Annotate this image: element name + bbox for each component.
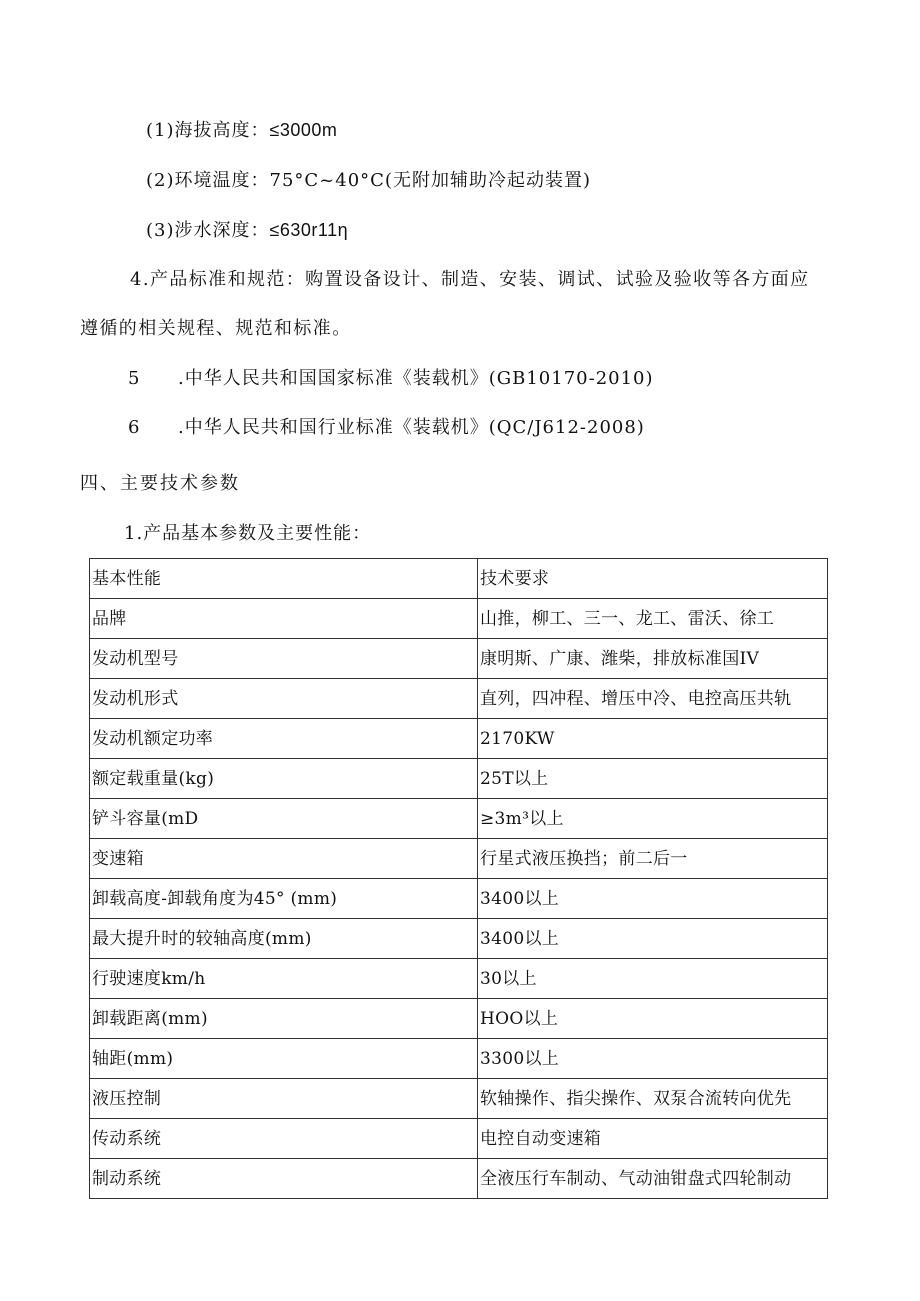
table-cell-property: 发动机型号 [90,639,478,679]
table-cell-requirement: 3400以上 [478,919,828,959]
table-cell-requirement: 25T以上 [478,759,828,799]
spec-table [89,558,828,1199]
table-cell-requirement: 2170KW [478,719,828,759]
table-row [90,1159,828,1199]
table-row [90,999,828,1039]
table-cell-requirement: ≥3m³以上 [478,799,828,839]
table-row [90,599,828,639]
condition-altitude [146,118,337,143]
standards-paragraph-line1: 4.产品标准和规范：购置设备设计、制造、安装、调试、试验及验收等各方面应 [130,269,810,290]
table-cell-requirement: 3300以上 [478,1039,828,1079]
table-cell-requirement: 30以上 [478,959,828,999]
condition-label: (2)环境温度： [146,170,270,191]
condition-value: 75°C~40°C(无附加辅助冷起动装置) [269,170,591,191]
table-row [90,679,828,719]
table-cell-requirement: HOO以上 [478,999,828,1039]
table-cell-requirement: 行星式液压换挡；前二后一 [478,839,828,879]
table-cell-property: 传动系统 [90,1119,478,1159]
table-cell-requirement: 全液压行车制动、气动油钳盘式四轮制动 [478,1159,828,1199]
table-row [90,1079,828,1119]
table-cell-requirement: 康明斯、广康、潍柴，排放标准国IV [478,639,828,679]
table-header-row [90,559,828,599]
table-cell-property: 行驶速度km/h [90,959,478,999]
table-cell-property: 液压控制 [90,1079,478,1119]
condition-value: ≤3000m [269,120,338,140]
table-cell-requirement: 电控自动变速箱 [478,1119,828,1159]
standard-national: .中华人民共和国国家标准《装载机》(GB10170-2010) [178,368,654,389]
table-row [90,919,828,959]
table-row [90,799,828,839]
standards-paragraph-line2: 遵循的相关规程、规范和标准。 [80,318,352,339]
table-cell-property: 品牌 [90,599,478,639]
table-row [90,1039,828,1079]
table-row [90,639,828,679]
table-row [90,959,828,999]
standard-industry-num: 6 [128,417,141,438]
table-cell-requirement: 直列，四冲程、增压中冷、电控高压共轨 [478,679,828,719]
table-header-cell: 技术要求 [478,559,828,599]
table-cell-property: 卸载距离(mm) [90,999,478,1039]
condition-value: ≤630r11η [269,220,349,240]
standard-national-num: 5 [128,368,141,389]
table-cell-property: 轴距(mm) [90,1039,478,1079]
sub-heading: 1.产品基本参数及主要性能： [124,523,372,544]
table-cell-property: 铲斗容量(mD [90,799,478,839]
table-cell-requirement: 山推，柳工、三一、龙工、雷沃、徐工 [478,599,828,639]
condition-label: (1)海拔高度： [146,120,270,141]
table-cell-property: 额定载重量(kg) [90,759,478,799]
condition-wading-depth [146,218,348,243]
section-heading: 四、主要技术参数 [80,473,240,494]
table-row [90,879,828,919]
table-cell-property: 发动机形式 [90,679,478,719]
table-cell-property: 制动系统 [90,1159,478,1199]
table-header-cell: 基本性能 [90,559,478,599]
condition-temperature [146,169,591,193]
table-row [90,839,828,879]
table-row [90,1119,828,1159]
table-cell-property: 变速箱 [90,839,478,879]
table-cell-requirement: 软轴操作、指尖操作、双泵合流转向优先 [478,1079,828,1119]
standard-industry: .中华人民共和国行业标准《装载机》(QC/J612-2008) [178,417,645,438]
table-cell-property: 发动机额定功率 [90,719,478,759]
condition-label: (3)涉水深度： [146,220,270,241]
table-cell-property: 卸载高度-卸载角度为45° (mm) [90,879,478,919]
table-row [90,759,828,799]
table-cell-property: 最大提升时的较轴高度(mm) [90,919,478,959]
table-cell-requirement: 3400以上 [478,879,828,919]
table-row [90,719,828,759]
